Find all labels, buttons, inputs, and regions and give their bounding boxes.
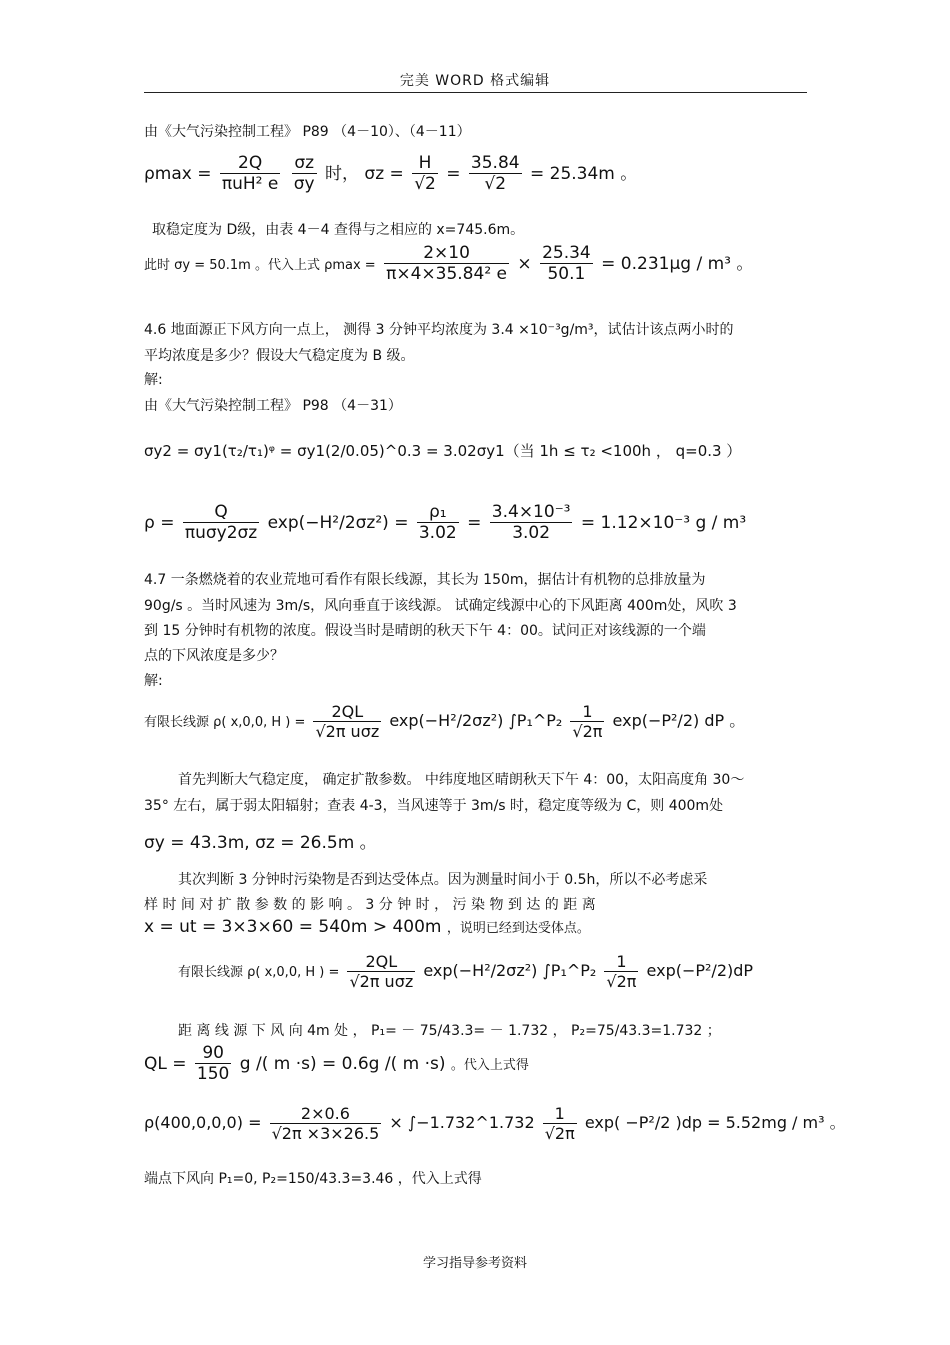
- fraction: [469, 153, 522, 194]
- numerator: H: [412, 153, 438, 174]
- eq-note: 。代入上式得: [450, 1057, 529, 1073]
- eq-term: exp( −P²/2 )dp = 5.52mg / m³ 。: [584, 1113, 846, 1132]
- equation-rho-2h: ρ = $\frac{Q}{\text{πuσy2σz}}$ exp(−H²/2σz²) = $\frac{\text{ρ₁}}{3.02}$ = $\frac{\text{3.4×10⁻³}}{3.02}$ = 1.12×10⁻³ g / m³: [144, 502, 747, 543]
- text-line: 平均浓度是多少？假设大气稳定度为 B 级。: [144, 348, 415, 364]
- denominator: √2π uσz: [315, 722, 380, 741]
- equation-ql: [144, 1043, 529, 1084]
- numerator: 25.34: [542, 243, 591, 263]
- numerator: 2×0.6: [270, 1104, 382, 1124]
- equation-line-source-repeat: [178, 952, 753, 991]
- page-footer: 学习指导参考资料: [422, 1256, 527, 1271]
- fraction: [417, 502, 459, 543]
- eq-term: g /( m ·s) = 0.6g /( m ·s): [239, 1053, 446, 1074]
- fraction: [384, 243, 509, 284]
- equation-line-source: [144, 702, 745, 741]
- numerator: ρ₁: [417, 502, 459, 523]
- equation-sigma-values: σy = 43.3m, σz = 26.5m 。: [144, 833, 377, 853]
- fraction: [220, 153, 280, 194]
- fraction: [183, 502, 259, 543]
- text-line: 样 时 间 对 扩 散 参 数 的 影 响 。 3 分 钟 时 ， 污 染 物 到 达 的 距 离: [144, 897, 596, 913]
- fraction: [570, 702, 604, 741]
- text-line: 由《大气污染控制工程》 P89 （4－10）、（4－11）: [144, 124, 471, 140]
- numerator: 1: [543, 1104, 577, 1124]
- eq-term: 有限长线源 ρ( x,0,0, H ) =: [178, 965, 340, 980]
- text-line: 取稳定度为 D级，由表 4－4 查得与之相应的 x=745.6m。: [152, 222, 525, 238]
- numerator: 2Q: [220, 153, 280, 174]
- fraction: [313, 702, 381, 741]
- text-line: 解:: [144, 372, 163, 388]
- denominator: √2π: [606, 972, 637, 991]
- eq-term: x = ut = 3×3×60 = 540m > 400m: [144, 917, 442, 937]
- denominator: 3.02: [418, 523, 457, 543]
- eq-term: 时， σz =: [325, 163, 404, 184]
- text-line: 4.6 地面源正下风方向一点上， 测得 3 分钟平均浓度为 3.4 ×10⁻³g/m³，试估计该点两小时的: [144, 322, 734, 338]
- numerator: 3.4×10⁻³: [491, 502, 571, 522]
- eq-term: = 25.34m 。: [529, 163, 638, 184]
- denominator: 3.02: [512, 523, 551, 543]
- denominator: σy: [293, 174, 315, 194]
- text-line: 其次判断 3 分钟时污染物是否到达受体点。因为测量时间小于 0.5h，所以不必考虑采: [178, 872, 708, 888]
- numerator: Q: [183, 502, 259, 523]
- eq-term: ρ(400,0,0,0) =: [144, 1113, 262, 1132]
- numerator: 1: [570, 702, 604, 722]
- text-line: 4.7 一条燃烧着的农业荒地可看作有限长线源，其长为 150m，据估计有机物的总排放量为: [144, 572, 706, 588]
- denominator: √2π ×3×26.5: [271, 1124, 380, 1143]
- eq-term: 有限长线源 ρ( x,0,0, H ) =: [144, 715, 306, 730]
- text-line: 到 15 分钟时有机物的浓度。假设当时是晴朗的秋天下午 4：00。试问正对该线源的一个端: [144, 623, 706, 639]
- eq-term: exp(−H²/2σz²) ∫P₁^P₂: [389, 711, 563, 730]
- text-line: 点的下风浓度是多少？: [144, 648, 284, 664]
- fraction: [347, 952, 415, 991]
- page-header: 完美 WORD 格式编辑: [399, 73, 551, 89]
- eq-term: exp(−H²/2σz²) =: [267, 512, 409, 533]
- eq-term: ρmax =: [144, 163, 212, 184]
- fraction: [543, 1104, 577, 1143]
- eq-term: × ∫−1.732^1.732: [389, 1113, 535, 1132]
- denominator: √2π uσz: [349, 972, 414, 991]
- fraction: [292, 153, 317, 194]
- text-line: 35° 左右，属于弱太阳辐射；查表 4-3，当风速等于 3m/s 时，稳定度等级为 C，则 400m处: [144, 798, 724, 814]
- denominator: √2: [414, 174, 436, 194]
- text-line: 由《大气污染控制工程》 P98 （4－31）: [144, 398, 402, 414]
- eq-term: = 0.231μg / m³ 。: [601, 253, 754, 274]
- eq-term: QL =: [144, 1053, 187, 1074]
- text-line: 端点下风向 P₁=0, P₂=150/43.3=3.46 ，代入上式得: [144, 1171, 482, 1187]
- text-line: 首先判断大气稳定度， 确定扩散参数。 中纬度地区晴朗秋天下午 4：00，太阳高度角 30～: [178, 772, 745, 788]
- eq-note: ，说明已经到达受体点。: [446, 921, 590, 936]
- eq-term: exp(−H²/2σz²) ∫P₁^P₂: [423, 961, 597, 980]
- numerator: 2QL: [347, 952, 415, 972]
- text-line: 90g/s 。当时风速为 3m/s，风向垂直于该线源。 试确定线源中心的下风距离 400m处，风吹 3: [144, 598, 737, 614]
- fraction: [195, 1043, 231, 1084]
- denominator: πuH² e: [221, 174, 279, 194]
- numerator: 90: [195, 1043, 231, 1064]
- numerator: 2QL: [313, 702, 381, 722]
- denominator: √2π: [572, 722, 603, 741]
- denominator: π×4×35.84² e: [386, 264, 507, 284]
- fraction: [412, 153, 438, 194]
- equation-sigma-y2: σy2 = σy1(τ₂/τ₁)ᵠ = σy1(2/0.05)^0.3 = 3.02σy1（当 1h ≤ τ₂ <100h ， q=0.3 ）: [144, 442, 742, 460]
- numerator: σz: [292, 153, 317, 174]
- numerator: 2×10: [384, 243, 509, 264]
- equation-distance: [144, 917, 590, 937]
- eq-term: ρ =: [144, 512, 175, 533]
- text-line: 距 离 线 源 下 风 向 4m 处 ， P₁= － 75/43.3= － 1.732 ， P₂=75/43.3=1.732 ；: [178, 1023, 721, 1039]
- eq-term: exp(−P²/2)dP: [646, 961, 754, 980]
- fraction: [270, 1104, 382, 1143]
- denominator: πuσy2σz: [184, 523, 258, 543]
- fraction: [540, 243, 593, 284]
- eq-term: 此时 σy = 50.1m 。代入上式 ρmax =: [144, 257, 376, 273]
- denominator: 50.1: [547, 264, 586, 284]
- fraction: [604, 952, 638, 991]
- numerator: 35.84: [470, 153, 520, 173]
- denominator: √2π: [544, 1124, 575, 1143]
- denominator: 150: [196, 1064, 230, 1084]
- numerator: 1: [604, 952, 638, 972]
- equation-rho-max-value: 此时 σy = 50.1m 。代入上式 ρmax = $\frac{2\times 10}{\text{π×4×35.84² e}}$ × $\frac{25.34}{50.1}$ = 0.231μg / m³ 。: [144, 243, 754, 284]
- eq-term: exp(−P²/2) dP 。: [612, 711, 746, 730]
- header-rule: [144, 92, 807, 93]
- text-line: 解:: [144, 673, 163, 689]
- equation-rho-max: ρmax = $\frac{2Q}{\text{πuH² e}}$ $\frac{\sigma z}{\sigma y}$ 时， σz = $\frac{H}{√2}$ = $\frac{35.84}{√2}$ = 25.34m 。: [144, 153, 638, 194]
- fraction: [490, 502, 573, 543]
- eq-term: = 1.12×10⁻³ g / m³: [580, 512, 747, 533]
- denominator: √2: [484, 174, 507, 194]
- equation-rho-400: [144, 1104, 846, 1143]
